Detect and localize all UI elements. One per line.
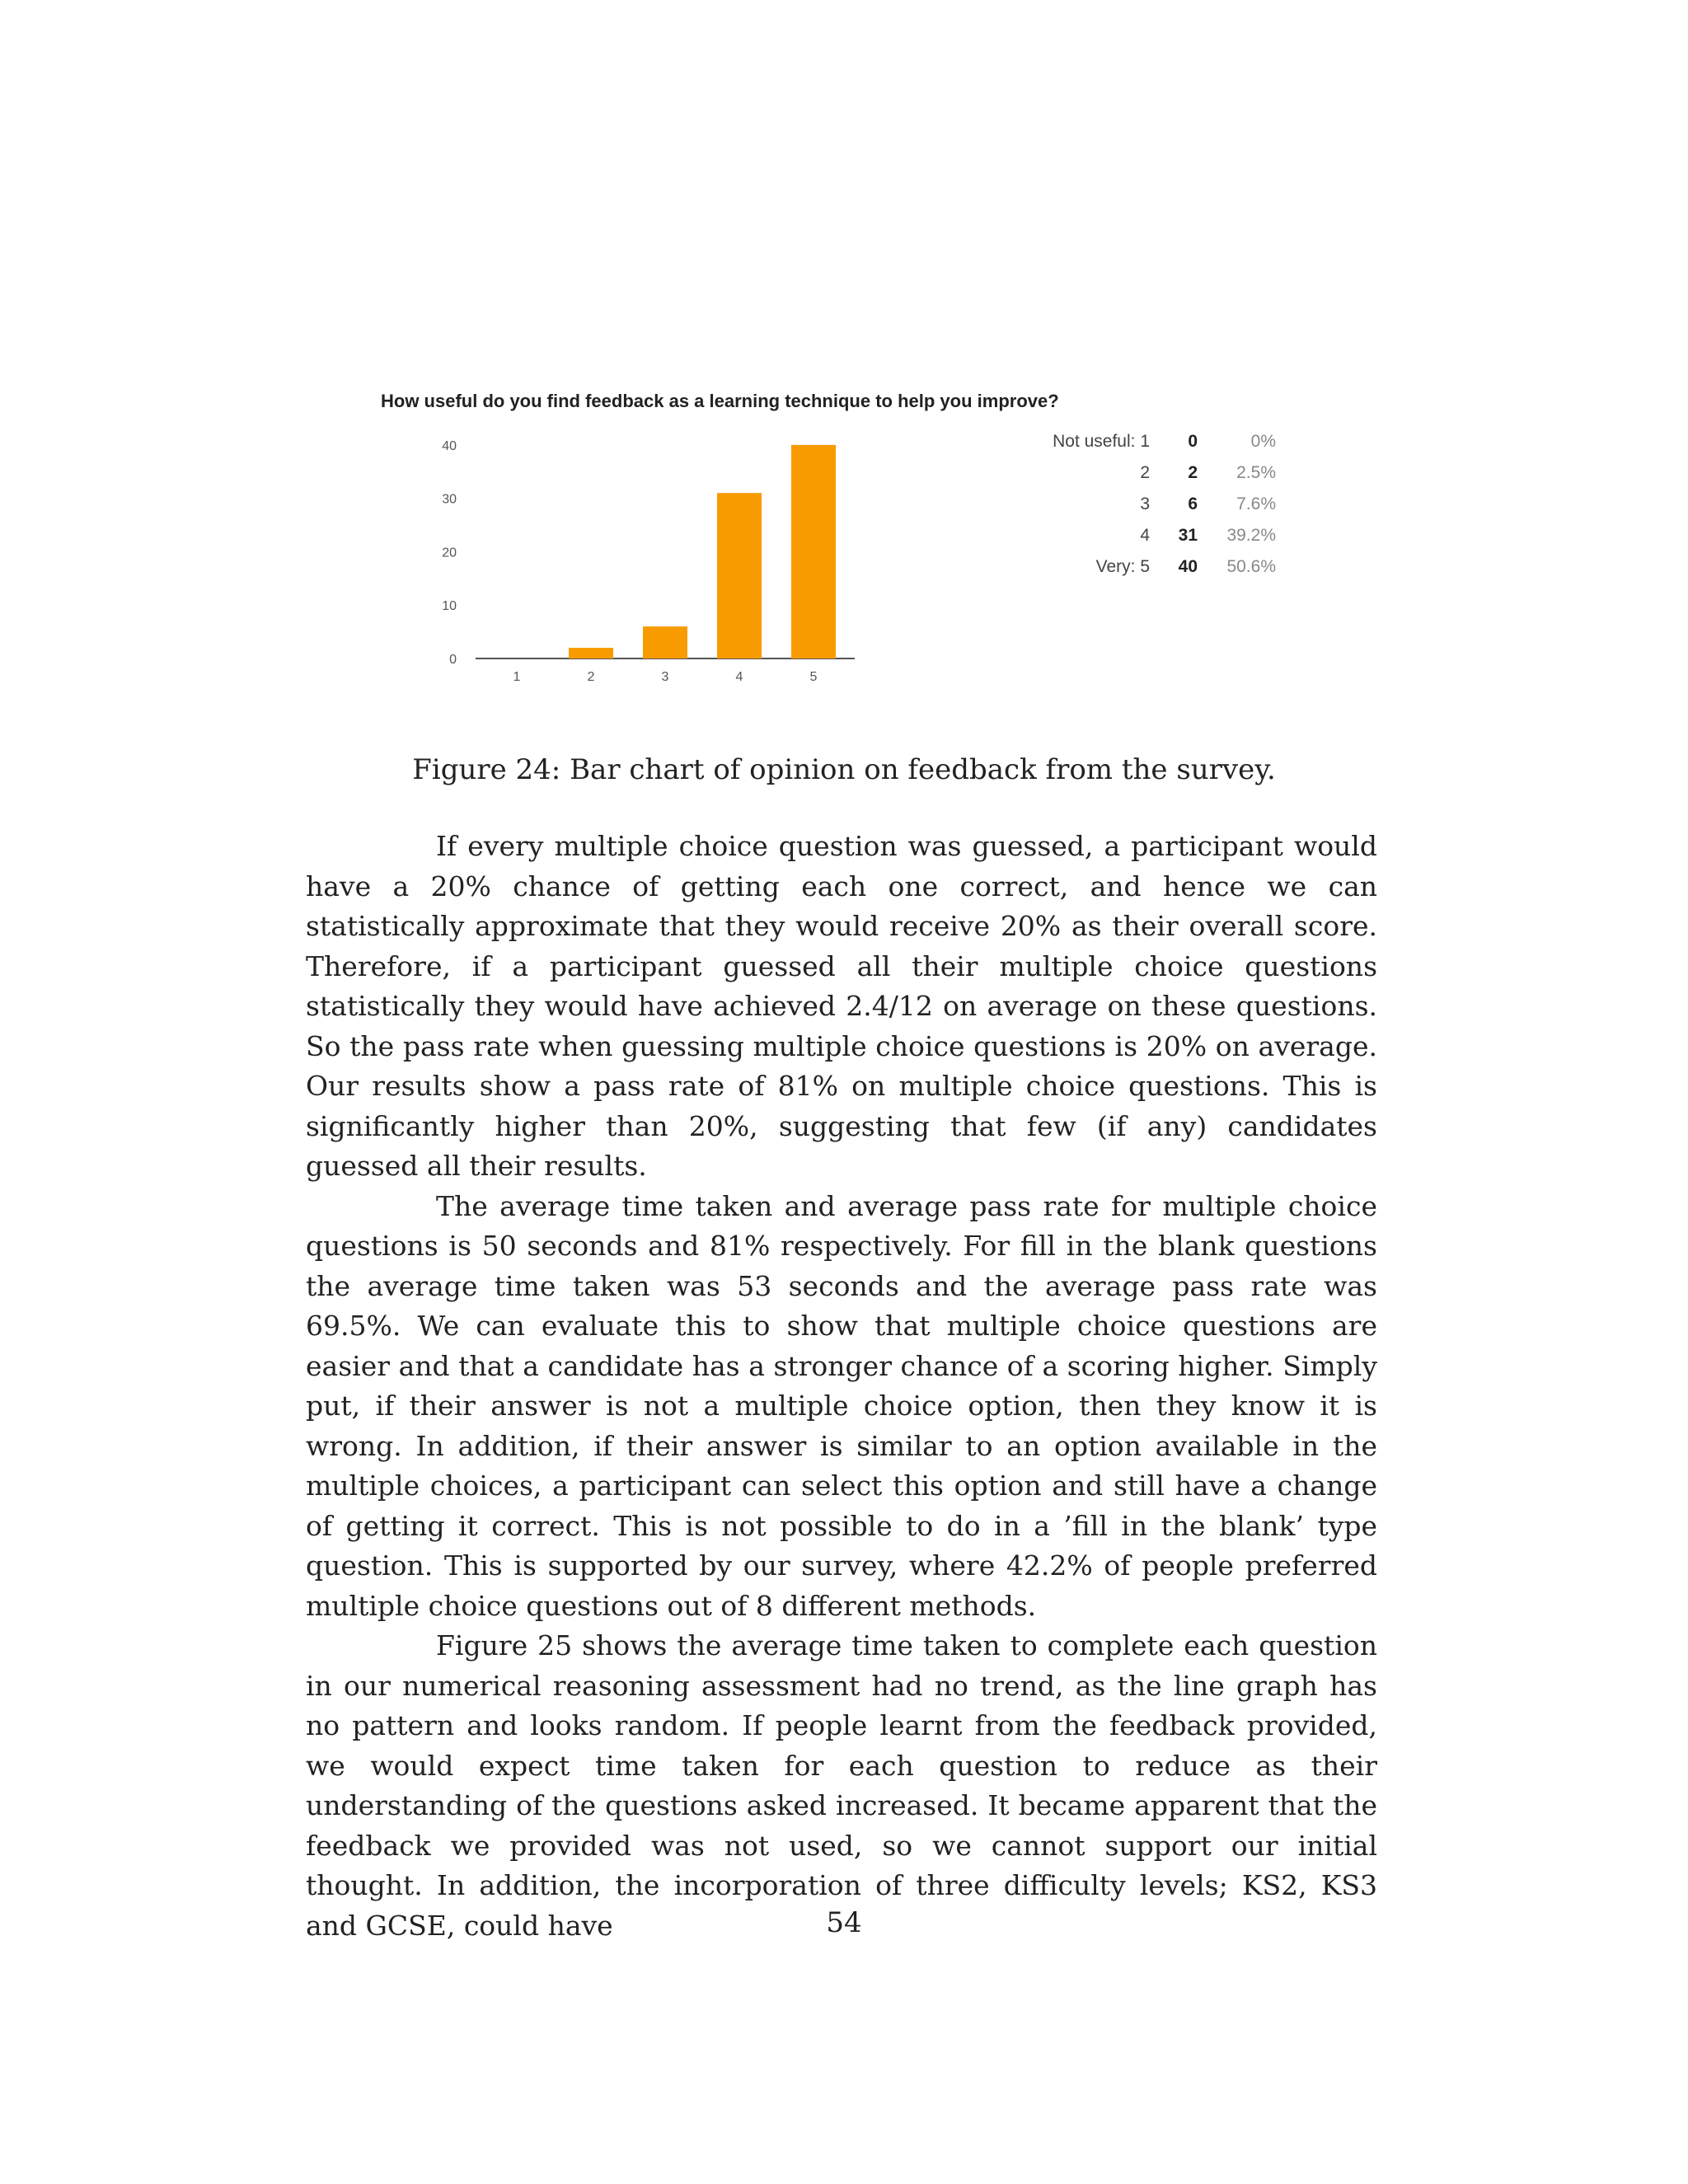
y-tick-label: 30 — [442, 492, 457, 507]
y-tick-label: 20 — [442, 546, 457, 560]
summary-percent: 0% — [1250, 432, 1276, 451]
summary-row — [890, 489, 1276, 520]
paragraph: The average time taken and average pass rate for multiple choice questions is 50 seconds and 81% respectively. For fill in the blank questions the average time taken was 53 seconds and the average pass rate was 69.5%. We can evaluate this to show that multiple choice questions are easier and that a candidate has a stronger chance of a scoring higher. Simply put, if their answer is not a multiple choice option, then they know it is wrong. In addition, if their answer is similar to an option available in the multiple choices, a participant can select this option and still have a change of getting it correct. This is not possible to do in a ’fill in the blank’ type question. This is supported by our survey, where 42.2% of people preferred multiple choice questions out of 8 different methods. — [306, 1189, 1377, 1622]
bar — [791, 445, 836, 658]
y-tick-label: 10 — [442, 599, 457, 614]
summary-percent: 39.2% — [1226, 526, 1276, 545]
bar — [717, 493, 762, 658]
summary-label: Very: 5 — [1095, 557, 1150, 576]
bar — [569, 648, 613, 658]
summary-count: 6 — [1188, 494, 1198, 513]
summary-count: 0 — [1188, 432, 1198, 451]
summary-label: 4 — [1140, 526, 1150, 545]
summary-count: 31 — [1178, 526, 1198, 545]
summary-label: 2 — [1140, 463, 1150, 482]
summary-percent: 7.6% — [1236, 494, 1276, 513]
x-tick-label: 5 — [809, 670, 818, 684]
summary-row — [890, 551, 1276, 583]
paragraph: Figure 25 shows the average time taken to complete each question in our numerical reasoning assessment had no trend, as the line graph has no pattern and looks random. If people learnt from the feedback provided, we would expect time taken for each question to reduce as their understanding of the questions asked increased. It became apparent that the feedback we provided was not used, so we cannot support our initial thought. In addition, the incorporation of three difficulty levels; KS2, KS3 and GCSE, could have — [306, 1629, 1377, 1942]
x-tick-label: 3 — [661, 670, 669, 684]
chart-title: How useful do you find feedback as a learning technique to help you improve? — [381, 391, 1059, 411]
summary-label: 3 — [1140, 494, 1150, 513]
x-tick-label: 2 — [587, 670, 595, 684]
bar — [643, 626, 687, 658]
response-summary-table — [890, 426, 1276, 583]
x-tick-label: 4 — [735, 670, 743, 684]
y-tick-label: 40 — [442, 438, 457, 453]
summary-count: 40 — [1178, 557, 1198, 576]
summary-label: Not useful: 1 — [1053, 432, 1150, 451]
x-tick-label: 1 — [513, 670, 521, 684]
summary-row — [890, 457, 1276, 489]
figure-caption: Figure 24: Bar chart of opinion on feedback from the survey. — [412, 753, 1276, 786]
summary-percent: 50.6% — [1226, 557, 1276, 576]
bar-chart — [381, 424, 875, 704]
paragraph: If every multiple choice question was guessed, a participant would have a 20% chance of getting each one correct, and hence we can statistically approximate that they would receive 20% as their overall score. Therefore, if a participant guessed all their multiple choice questions statistically they would have achieved 2.4/12 on average on these questions. So the pass rate when guessing multiple choice questions is 20% on average. Our results show a pass rate of 81% on multiple choice questions. This is significantly higher than 20%, suggesting that few (if any) candidates guessed all their results. — [306, 830, 1377, 1182]
y-tick-label: 0 — [449, 653, 457, 667]
summary-count: 2 — [1188, 463, 1198, 482]
summary-row — [890, 426, 1276, 457]
summary-row — [890, 520, 1276, 551]
page-number: 54 — [826, 1906, 862, 1939]
summary-percent: 2.5% — [1236, 463, 1276, 482]
body-text — [306, 827, 1377, 1946]
